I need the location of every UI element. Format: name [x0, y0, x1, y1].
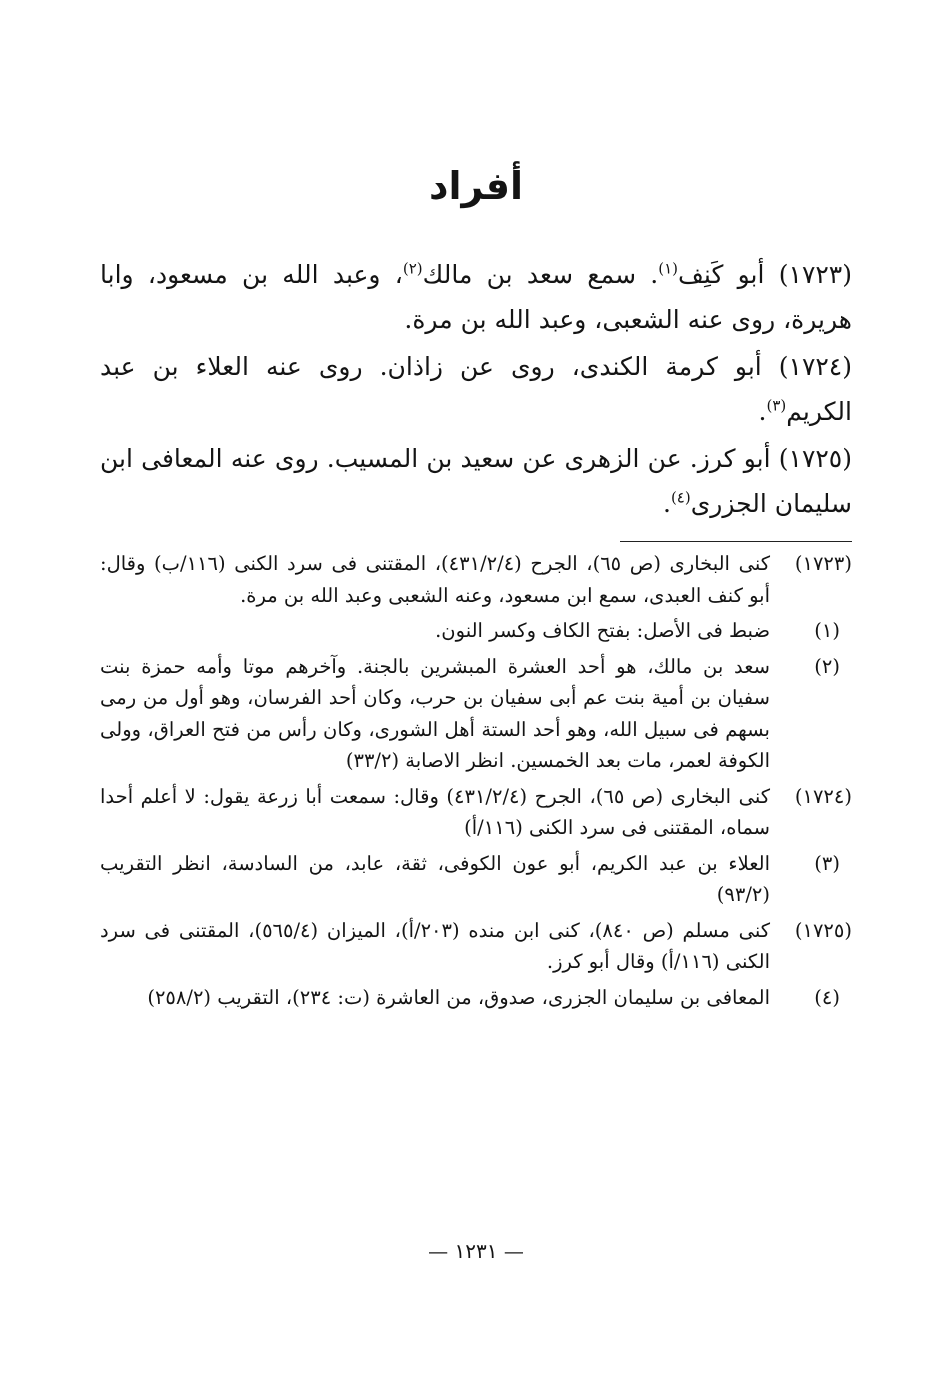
entry-text: أبو كرز. عن الزهرى عن سعيد بن المسيب. روى عنه المعافى ابن سليمان الجزرى [100, 444, 852, 518]
entry-number: (١٧٢٣) [778, 260, 852, 289]
footnote-1724 [100, 781, 852, 844]
footnote-number: (١٧٢٣) [794, 552, 852, 575]
footnote-number: (٤) [814, 985, 840, 1009]
entry-number: (١٧٢٤) [778, 352, 852, 381]
footnote-number: (٢) [814, 654, 840, 678]
footnote-marker: (٣) [766, 396, 787, 415]
footnote-separator [620, 541, 852, 542]
footnote-1725 [100, 915, 852, 978]
footnote-text: كنى البخارى (ص ٦٥)، الجرح (٤٣١/٢/٤)، المقتنى فى سرد الكنى (١١٦/ب) وقال: أبو كنف العبدى، سمع ابن مسعود، وعنه الشعبى وعبد الله بن مرة. [100, 552, 771, 607]
page-number: — ١٢٣١ — [428, 1239, 524, 1263]
entry-1723 [100, 252, 852, 342]
footnote-number: (٣) [814, 851, 840, 875]
footnote-text: كنى مسلم (ص ٨٤٠)، كنى ابن منده (٢٠٣/أ)، الميزان (٥٦٥/٤)، المقتنى فى سرد الكنى (١١٦/أ) وقال أبو كرز. [100, 918, 770, 973]
entry-1725 [100, 436, 852, 526]
entry-text: ، وعبد الله بن مسعود، وابا هريرة، روى عنه الشعبى، وعبد الله بن مرة. [100, 260, 852, 334]
footnote-4 [100, 982, 852, 1014]
entry-number: (١٧٢٥) [778, 444, 852, 473]
entry-text: . [662, 489, 671, 518]
footnote-marker: (٤) [670, 488, 691, 507]
footnote-text: كنى البخارى (ص ٦٥)، الجرح (٤٣١/٢/٤) وقال: سمعت أبا زرعة يقول: لا أعلم أحدا سماه، المقتنى فى سرد الكنى (١١٦/أ) [100, 784, 770, 839]
footnote-text: ضبط فى الأصل: بفتح الكاف وكسر النون. [435, 619, 770, 642]
entry-text: أبو كرمة الكندى، روى عن زاذان. روى عنه العلاء بن عبد الكريم [100, 352, 852, 426]
entry-text: . سمع سعد بن مالك [422, 260, 659, 289]
footnote-3 [100, 848, 852, 911]
main-text [100, 252, 852, 528]
footnotes [100, 548, 852, 1017]
footnote-text: سعد بن مالك، هو أحد العشرة المبشرين بالجنة. وآخرهم موتا وأمه حمزة بنت سفيان بن أمية بنت عم أبى سفيان بن حرب، وكان أحد الفرسان، وهو أول من رمى بسهم فى سبيل الله، وهو أحد الستة أهل الشورى، وكان رأس من فتح العراق، وولى الكوفة لعمر، مات بعد الخمسين. انظر الاصابة (٣٣/٢) [100, 654, 770, 772]
footnote-marker: (٢) [402, 259, 423, 278]
section-heading: أفراد [428, 164, 524, 208]
footnote-number: (١٧٢٤) [794, 784, 852, 808]
footnote-text: المعافى بن سليمان الجزرى، صدوق، من العاشرة (ت: ٢٣٤)، التقريب (٢٥٨/٢) [147, 985, 770, 1009]
footnote-text: العلاء بن عبد الكريم، أبو عون الكوفى، ثقة، عابد، من السادسة، انظر التقريب (٩٣/٢) [100, 851, 770, 906]
entry-text: أبو كَنِف [678, 260, 779, 289]
footnote-number: (١٧٢٥) [794, 918, 852, 942]
footnote-1 [100, 615, 852, 647]
entry-1724 [100, 344, 852, 434]
footnote-number: (١) [814, 619, 840, 642]
entry-text: . [758, 397, 767, 426]
footnote-2 [100, 651, 852, 777]
book-page [100, 0, 852, 1387]
footnote-marker: (١) [658, 259, 679, 278]
footnote-1723 [100, 548, 852, 611]
